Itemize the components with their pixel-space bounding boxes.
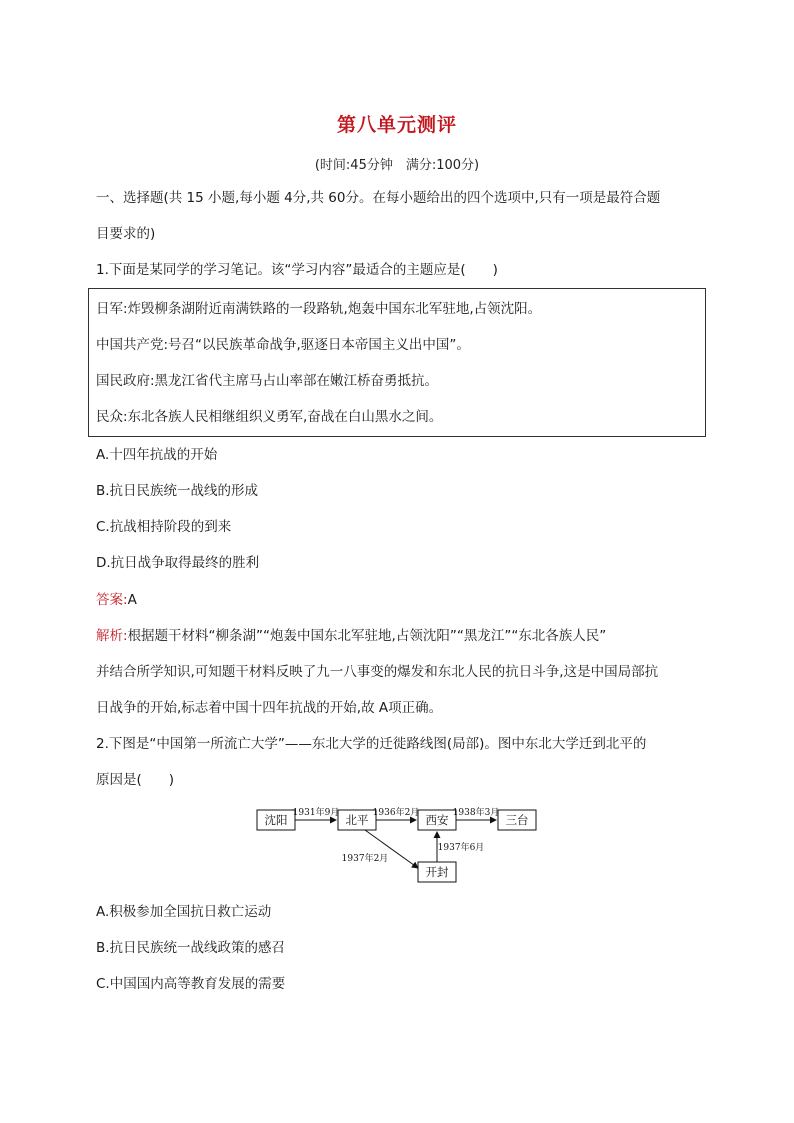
analysis-label: 解析: — [96, 628, 128, 644]
node-label: 开封 — [425, 865, 449, 879]
node-shenyang — [257, 810, 295, 830]
q1-analysis-line-3: 日战争的开始,标志着中国十四年抗战的开始,故 A项正确。 — [96, 700, 443, 716]
node-label: 沈阳 — [264, 813, 288, 827]
note-line: 民众:东北各族人民相继组织义勇军,奋战在白山黑水之间。 — [96, 409, 443, 425]
analysis-text: 根据题干材料“柳条湖”“炮轰中国东北军驻地,占领沈阳”“黑龙江”“东北各族人民” — [127, 628, 607, 644]
node-santai — [498, 810, 536, 830]
node-beiping — [338, 810, 376, 830]
question-1-stem: 1.下面是某同学的学习笔记。该“学习内容”最适合的主题应是( ) — [96, 262, 498, 278]
q1-answer — [96, 590, 137, 610]
edge-label: 1937年6月 — [437, 843, 485, 853]
q1-option-b: B.抗日民族统一战线的形成 — [96, 483, 259, 499]
question-2-stem-line-2: 原因是( ) — [96, 772, 175, 788]
migration-route-diagram — [255, 800, 545, 894]
edge-label: 1937年2月 — [341, 854, 389, 864]
edge-label: 1931年9月 — [292, 808, 340, 818]
note-line: 中国共产党:号召“以民族革命战争,驱逐日本帝国主义出中国”。 — [96, 337, 470, 353]
note-line: 国民政府:黑龙江省代主席马占山率部在嫩江桥奋勇抵抗。 — [96, 373, 439, 389]
q1-analysis-line-1 — [96, 626, 606, 646]
page-title: 第八单元测评 — [336, 114, 457, 136]
node-kaifeng — [418, 862, 456, 882]
section-instructions-line-2: 目要求的) — [96, 226, 156, 242]
q2-option-c: C.中国国内高等教育发展的需要 — [96, 976, 286, 992]
q2-option-b: B.抗日民族统一战线政策的感召 — [96, 940, 286, 956]
q2-option-a: A.积极参加全国抗日救亡运动 — [96, 904, 272, 920]
node-label: 三台 — [505, 813, 529, 827]
q1-option-c: C.抗战相持阶段的到来 — [96, 519, 232, 535]
q1-option-d: D.抗日战争取得最终的胜利 — [96, 555, 260, 571]
edge-label: 1936年2月 — [372, 808, 420, 818]
q1-option-a: A.十四年抗战的开始 — [96, 447, 218, 463]
section-instructions-line-1: 一、选择题(共 15 小题,每小题 4分,共 60分。在每小题给出的四个选项中,只有一项是最符合题 — [96, 190, 661, 206]
exam-time-score: (时间:45分钟 满分:100分) — [314, 158, 480, 173]
node-label: 西安 — [425, 813, 449, 827]
edge-label: 1938年3月 — [452, 808, 500, 818]
question-2-stem-line-1: 2.下图是“中国第一所流亡大学”——东北大学的迁徙路线图(局部)。图中东北大学迁到北平的 — [96, 736, 647, 752]
q1-analysis-line-2: 并结合所学知识,可知题干材料反映了九一八事变的爆发和东北人民的抗日斗争,这是中国局部抗 — [96, 664, 659, 680]
study-notes-box — [88, 288, 706, 437]
node-label: 北平 — [345, 813, 369, 827]
node-xian — [418, 810, 456, 830]
note-line: 日军:炸毁柳条湖附近南满铁路的一段路轨,炮轰中国东北军驻地,占领沈阳。 — [96, 301, 542, 317]
answer-value: A — [127, 592, 137, 608]
answer-label: 答案: — [96, 592, 128, 608]
